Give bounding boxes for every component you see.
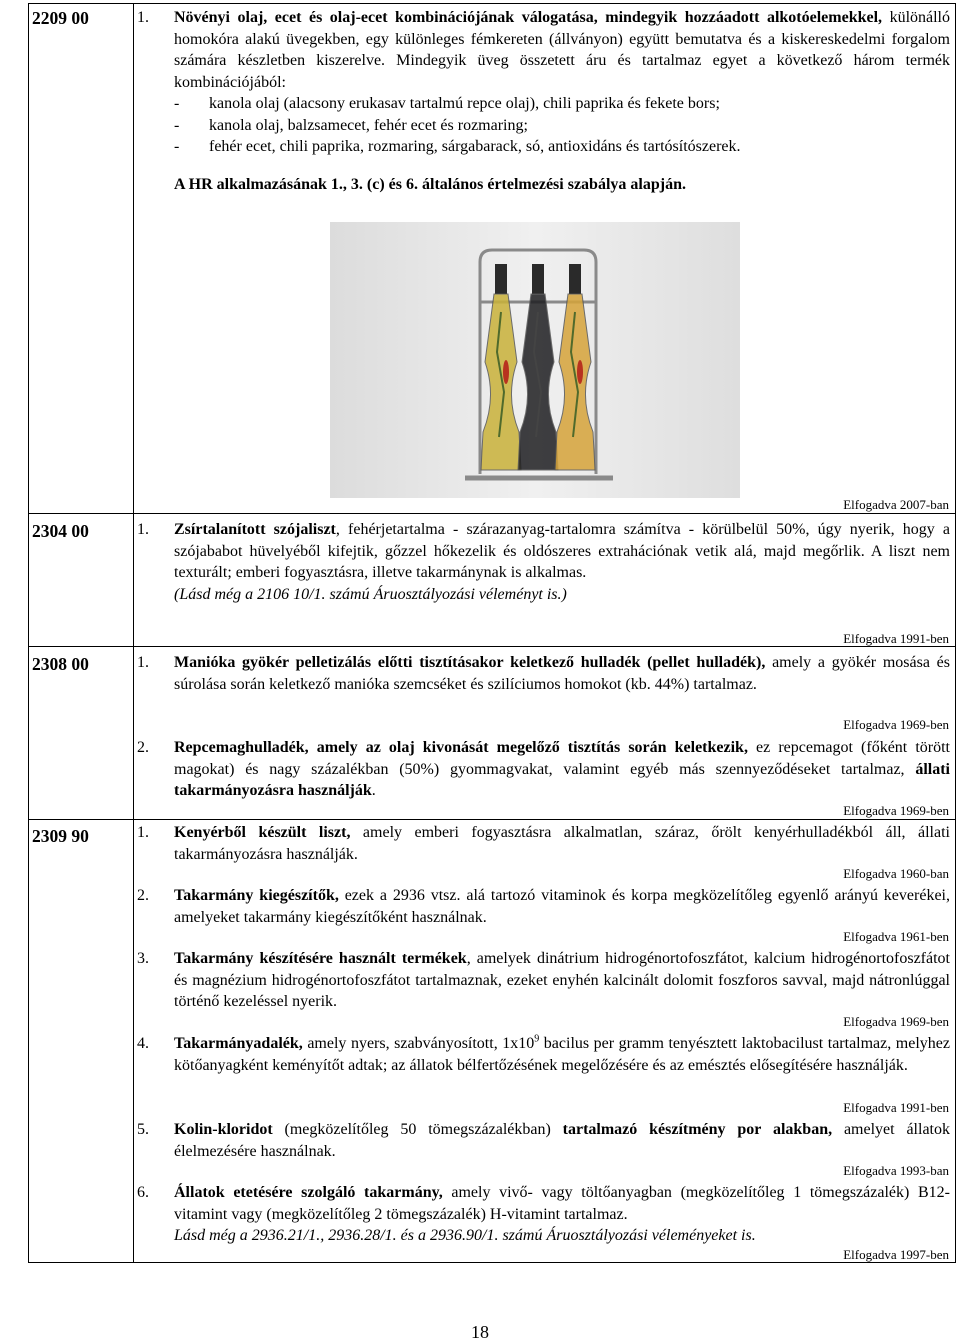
item-text-2304-1: [174, 519, 950, 605]
page-number: 18: [471, 1322, 489, 1342]
item-text-2309-2: [174, 885, 950, 928]
adoption-date: Elfogadva 2007-ban: [843, 497, 949, 512]
item-text-2309-6: [174, 1182, 950, 1247]
list-item: - kanola olaj, balzsamecet, fehér ecet és rozmaring;: [174, 116, 528, 134]
bottle-cap: [495, 264, 507, 294]
item-description-cont: amelyet állatok élelmezésére használnak.: [174, 1121, 950, 1160]
item-text-2209-1: [174, 7, 950, 195]
hr-basis: A HR alkalmazásának 1., 3. (c) és 6. általános értelmezési szabálya alapján.: [174, 175, 686, 193]
item-description: ezek a 2936 vtsz. alá tartozó vitaminok és korpa megközelítőleg egyenlő arányú keverékei, amelyeket takarmány kiegészítőként használnak.: [174, 887, 950, 926]
item-description: amely emberi fogyasztásra alkalmatlan, száraz, őrölt kenyérhulladékból áll, állati takarmányozásra használják.: [174, 824, 950, 863]
item-reference: (Lásd még a 2106 10/1. számú Áruosztályozási véleményt is.): [174, 585, 567, 603]
item-emphasis: állati takarmányozásra használják: [174, 760, 950, 799]
item-text-2309-4: [174, 1033, 950, 1076]
row-divider: [29, 646, 955, 647]
item-title: Kolin-kloridot: [174, 1121, 273, 1138]
item-text-2309-1: [174, 822, 950, 865]
item-number: 6.: [137, 1184, 149, 1201]
item-number: 1.: [137, 521, 149, 538]
adoption-date: Elfogadva 1993-ban: [843, 1163, 949, 1178]
hs-code-2309: 2309 90: [32, 826, 89, 846]
adoption-date: Elfogadva 1969-ben: [843, 717, 949, 732]
chili-pepper: [577, 360, 583, 384]
item-title: Manióka gyökér pelletizálás előtti tisztításakor keletkező hulladék (pellet hulladék),: [174, 654, 766, 671]
item-description: (megközelítőleg 50 tömegszázalékban): [272, 1121, 551, 1138]
item-reference: Lásd még a 2936.21/1., 2936.28/1. és a 2936.90/1. számú Áruosztályozási véleményeket is.: [174, 1227, 756, 1244]
item-description: ez repcemagot (főként törött magokat) és nagy százalékban (50%) gyommagvakat, valamint egyéb más szennyeződéseket tartalmaz,: [174, 739, 950, 778]
item-description: amely vivő- vagy töltőanyagban (megközelítőleg 1 tömegszázalék) B12-vitamint vagy (megközelítőleg 2 tömegszázalék) H-vitamint tartalmaz.: [174, 1184, 950, 1223]
item-title: Állatok etetésére szolgáló takarmány,: [174, 1184, 443, 1201]
adoption-date: Elfogadva 1960-ban: [843, 866, 949, 881]
product-photo: [330, 222, 740, 498]
item-description: , fehérjetartalma - szárazanyag-tartalomra számítva - körülbelül 50%, úgy nyerik, hogy a szójababot hüvelyéből kifejtik, gőzzel hőkezelik és oldószeres extrahációnak vetik alá, majd megőrlik. A liszt nem texturált; emberi fogyasztásra, illetve takarmánynak is alkalmas.: [174, 521, 950, 581]
item-number: 1.: [137, 824, 149, 841]
classification-table: [28, 3, 956, 1263]
hs-code-2304: 2304 00: [32, 521, 89, 541]
item-title: Takarmány készítésére használt termékek: [174, 950, 467, 967]
adoption-date: Elfogadva 1997-ben: [843, 1247, 949, 1262]
item-title: Növényi olaj, ecet és olaj-ecet kombinációjának válogatása, mindegyik hozzáadott alkotóelemekkel,: [174, 9, 883, 26]
exponent: 9: [534, 1033, 540, 1045]
item-title: Takarmányadalék,: [174, 1035, 303, 1052]
item-emphasis: tartalmazó készítmény por alakban,: [550, 1121, 833, 1138]
hs-code-2209: 2209 00: [32, 8, 89, 28]
column-divider: [133, 4, 134, 1262]
item-description: amely a gyökér mosása és súrolása során keletkező manióka szemcséket és szilíciumos homokot (kb. 44%) tartalmaz.: [174, 654, 951, 693]
item-number: 2.: [137, 739, 149, 756]
adoption-date: Elfogadva 1961-ben: [843, 929, 949, 944]
chili-pepper: [503, 360, 509, 384]
row-divider: [29, 819, 955, 820]
item-description: , amelyek dinátrium hidrogénortofoszfátot, kalcium hidrogénortofoszfátot és magnézium hidrogénortofoszfátot tartalmaznak, ezeket enyhén kalcinált dolomit foszforos savval, majd nátronlúggal történő kezeléssel nyerik.: [174, 950, 950, 1010]
item-text-2309-3: [174, 948, 950, 1013]
item-description: amely nyers, szabványosított, 1x10: [302, 1035, 535, 1052]
item-text-2308-2: [174, 737, 950, 802]
list-item: - kanola olaj (alacsony erukasav tartalmú repce olaj), chili paprika és fekete bors;: [174, 95, 720, 112]
bottle-cap: [569, 264, 581, 294]
adoption-date: Elfogadva 1969-ben: [843, 1014, 949, 1029]
adoption-date: Elfogadva 1991-ben: [843, 1100, 949, 1115]
adoption-date: Elfogadva 1991-ben: [843, 631, 949, 646]
item-number: 1.: [137, 9, 149, 26]
item-title: Zsírtalanított szójaliszt: [174, 521, 336, 538]
bottle-cap: [532, 264, 544, 294]
item-text-2308-1: [174, 652, 950, 695]
item-number: 4.: [137, 1035, 149, 1052]
item-title: Takarmány kiegészítők,: [174, 887, 339, 904]
list-item: - fehér ecet, chili paprika, rozmaring, sárgabarack, só, antioxidáns és tartósítószerek.: [174, 138, 741, 155]
item-description: különálló homokóra alakú üvegekben, egy különleges fémkereten (állványon) együtt bemutatva és a kiskereskedelmi forgalom számára készletben kiszerelve. Mindegyik üveg összetett áru és tartalmaz egyet a következő három termék kombinációjából:: [174, 9, 951, 91]
item-number: 2.: [137, 887, 149, 904]
row-divider: [29, 513, 955, 514]
item-title: Kenyérből készült liszt,: [174, 824, 351, 841]
item-number: 5.: [137, 1121, 149, 1138]
hs-code-2308: 2308 00: [32, 654, 89, 674]
item-description-cont: bacilus per gramm tenyésztett laktobacilust tartalmaz, melyhez kötőanyagként keményítőt adtak; az állatok bélfertőzésének megelőzésére és az emésztés elősegítésére használják.: [174, 1035, 951, 1074]
item-text-2309-5: [174, 1119, 950, 1162]
item-title: Repcemaghulladék, amely az olaj kivonását megelőző tisztítás során keletkezik,: [174, 739, 748, 756]
adoption-date: Elfogadva 1969-ben: [843, 803, 949, 818]
item-number: 3.: [137, 950, 149, 967]
item-number: 1.: [137, 654, 149, 671]
punctuation: .: [371, 782, 376, 799]
